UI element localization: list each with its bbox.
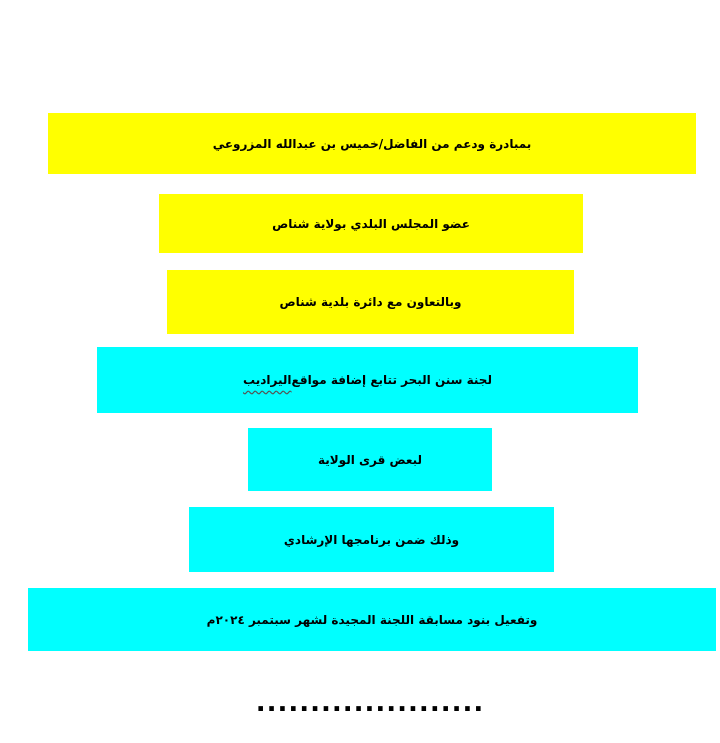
announcement-line-2 xyxy=(159,194,583,253)
announcement-line-4 xyxy=(97,347,638,413)
line-4-text: لجنة سنن البحر تتابع إضافة مواقع xyxy=(291,373,492,387)
announcement-line-6 xyxy=(189,507,554,572)
line-1-text: بمبادرة ودعم من الفاضل/خميس بن عبدالله المزروعي xyxy=(212,136,532,151)
line-6-text: وذلك ضمن برنامجها الإرشادي xyxy=(283,532,460,547)
line-7-text: وتفعيل بنود مسابقة اللجنة المجيدة لشهر سبتمبر ٢٠٢٤م xyxy=(206,612,538,627)
line-5-text: لبعض قرى الولاية xyxy=(317,452,423,467)
announcement-line-5 xyxy=(248,428,492,491)
announcement-line-3 xyxy=(167,270,574,334)
announcement-line-1 xyxy=(48,113,696,174)
line-3-text: وبالتعاون مع دائرة بلدية شناص xyxy=(279,295,462,309)
announcement-line-7 xyxy=(28,588,716,651)
line-2-text: عضو المجلس البلدي بولاية شناص xyxy=(272,216,470,231)
footer-dots: ..................... xyxy=(255,688,485,718)
line-4-underlined-word: اليراديب xyxy=(243,373,292,387)
